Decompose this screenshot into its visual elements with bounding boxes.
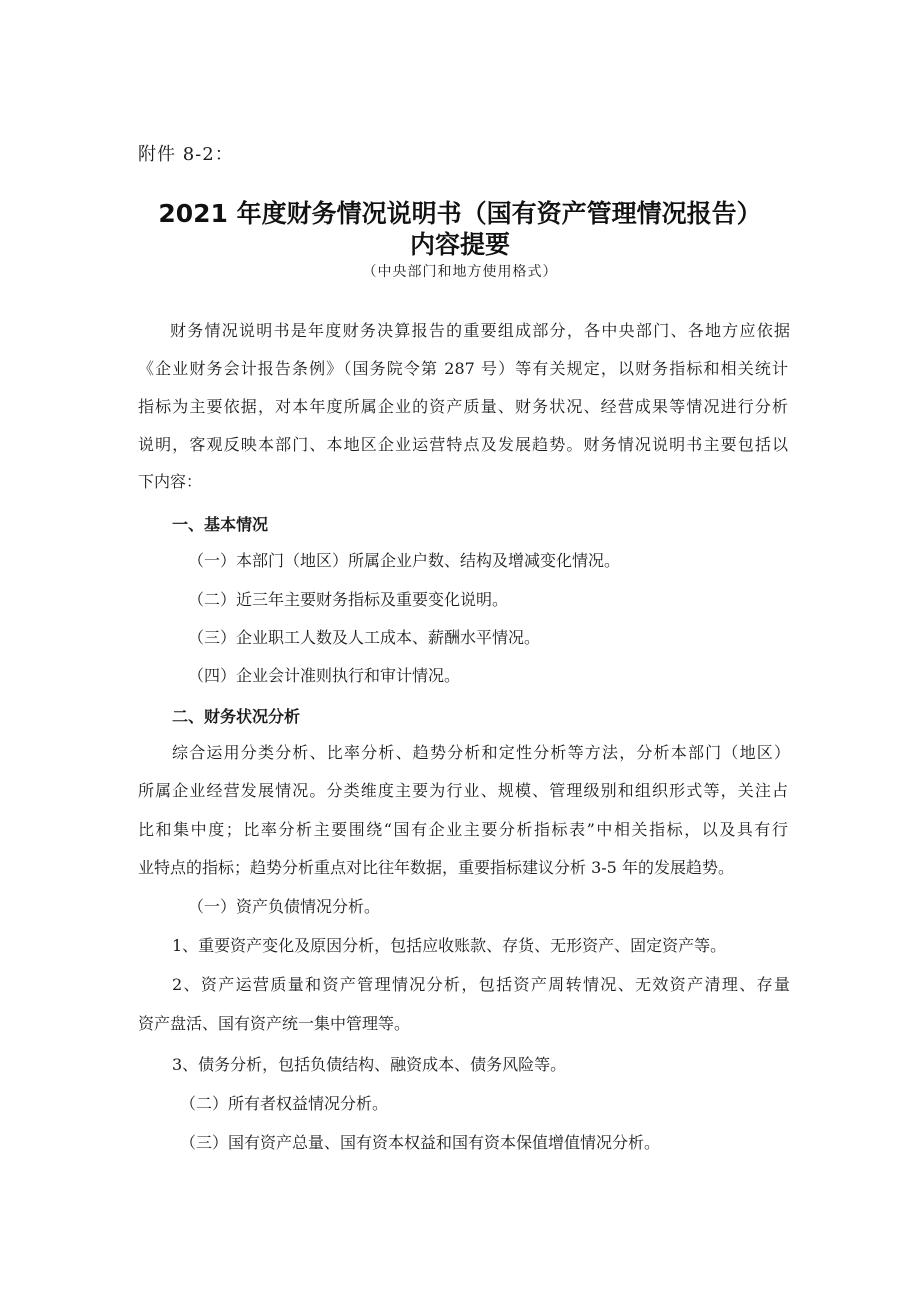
document-title: 2021 年度财务情况说明书（国有资产管理情况报告） bbox=[158, 199, 762, 228]
intro-line: 财务情况说明书是年度财务决算报告的重要组成部分，各中央部门、各地方应依据 bbox=[170, 321, 790, 340]
list-item: （四）企业会计准则执行和审计情况。 bbox=[188, 666, 461, 685]
section-heading: 二、财务状况分析 bbox=[172, 707, 301, 726]
intro-line: 指标为主要依据，对本年度所属企业的资产质量、财务状况、经营成果等情况进行分析 bbox=[138, 397, 788, 416]
body-line: 综合运用分类分析、比率分析、趋势分析和定性分析等方法，分析本部门（地区） bbox=[172, 743, 790, 762]
numbered-item-cont: 资产盘活、国有资产统一集中管理等。 bbox=[138, 1014, 411, 1033]
numbered-item: 1、重要资产变化及原因分析，包括应收账款、存货、无形资产、固定资产等。 bbox=[172, 936, 727, 955]
numbered-item: 3、债务分析，包括负债结构、融资成本、债务风险等。 bbox=[172, 1055, 567, 1074]
intro-line: 下内容： bbox=[138, 472, 203, 491]
intro-line: 说明，客观反映本部门、本地区企业运营特点及发展趋势。财务情况说明书主要包括以 bbox=[138, 435, 788, 454]
numbered-item: 2、资产运营质量和资产管理情况分析，包括资产周转情况、无效资产清理、存量 bbox=[172, 975, 790, 994]
list-item: （三）企业职工人数及人工成本、薪酬水平情况。 bbox=[188, 628, 541, 647]
section-heading: 一、基本情况 bbox=[172, 515, 269, 534]
document-title-line2: 内容提要 bbox=[409, 230, 510, 259]
subsection-item: （二）所有者权益情况分析。 bbox=[180, 1094, 389, 1113]
list-item: （一）本部门（地区）所属企业户数、结构及增减变化情况。 bbox=[188, 551, 621, 570]
subsection-item: （一）资产负债情况分析。 bbox=[188, 897, 381, 916]
intro-line: 《企业财务会计报告条例》（国务院令第 287 号）等有关规定，以财务指标和相关统计 bbox=[138, 359, 788, 378]
subsection-item: （三）国有资产总量、国有资本权益和国有资本保值增值情况分析。 bbox=[180, 1133, 661, 1152]
list-item: （二）近三年主要财务指标及重要变化说明。 bbox=[188, 590, 509, 609]
document-subtitle: （中央部门和地方使用格式） bbox=[362, 264, 558, 280]
body-line: 所属企业经营发展情况。分类维度主要为行业、规模、管理级别和组织形式等，关注占 bbox=[138, 781, 788, 800]
body-line: 业特点的指标；趋势分析重点对比往年数据，重要指标建议分析 3-5 年的发展趋势。 bbox=[138, 858, 734, 877]
attachment-label: 附件 8-2： bbox=[138, 144, 234, 165]
body-line: 比和集中度；比率分析主要围绕“国有企业主要分析指标表”中相关指标，以及具有行 bbox=[138, 820, 788, 839]
